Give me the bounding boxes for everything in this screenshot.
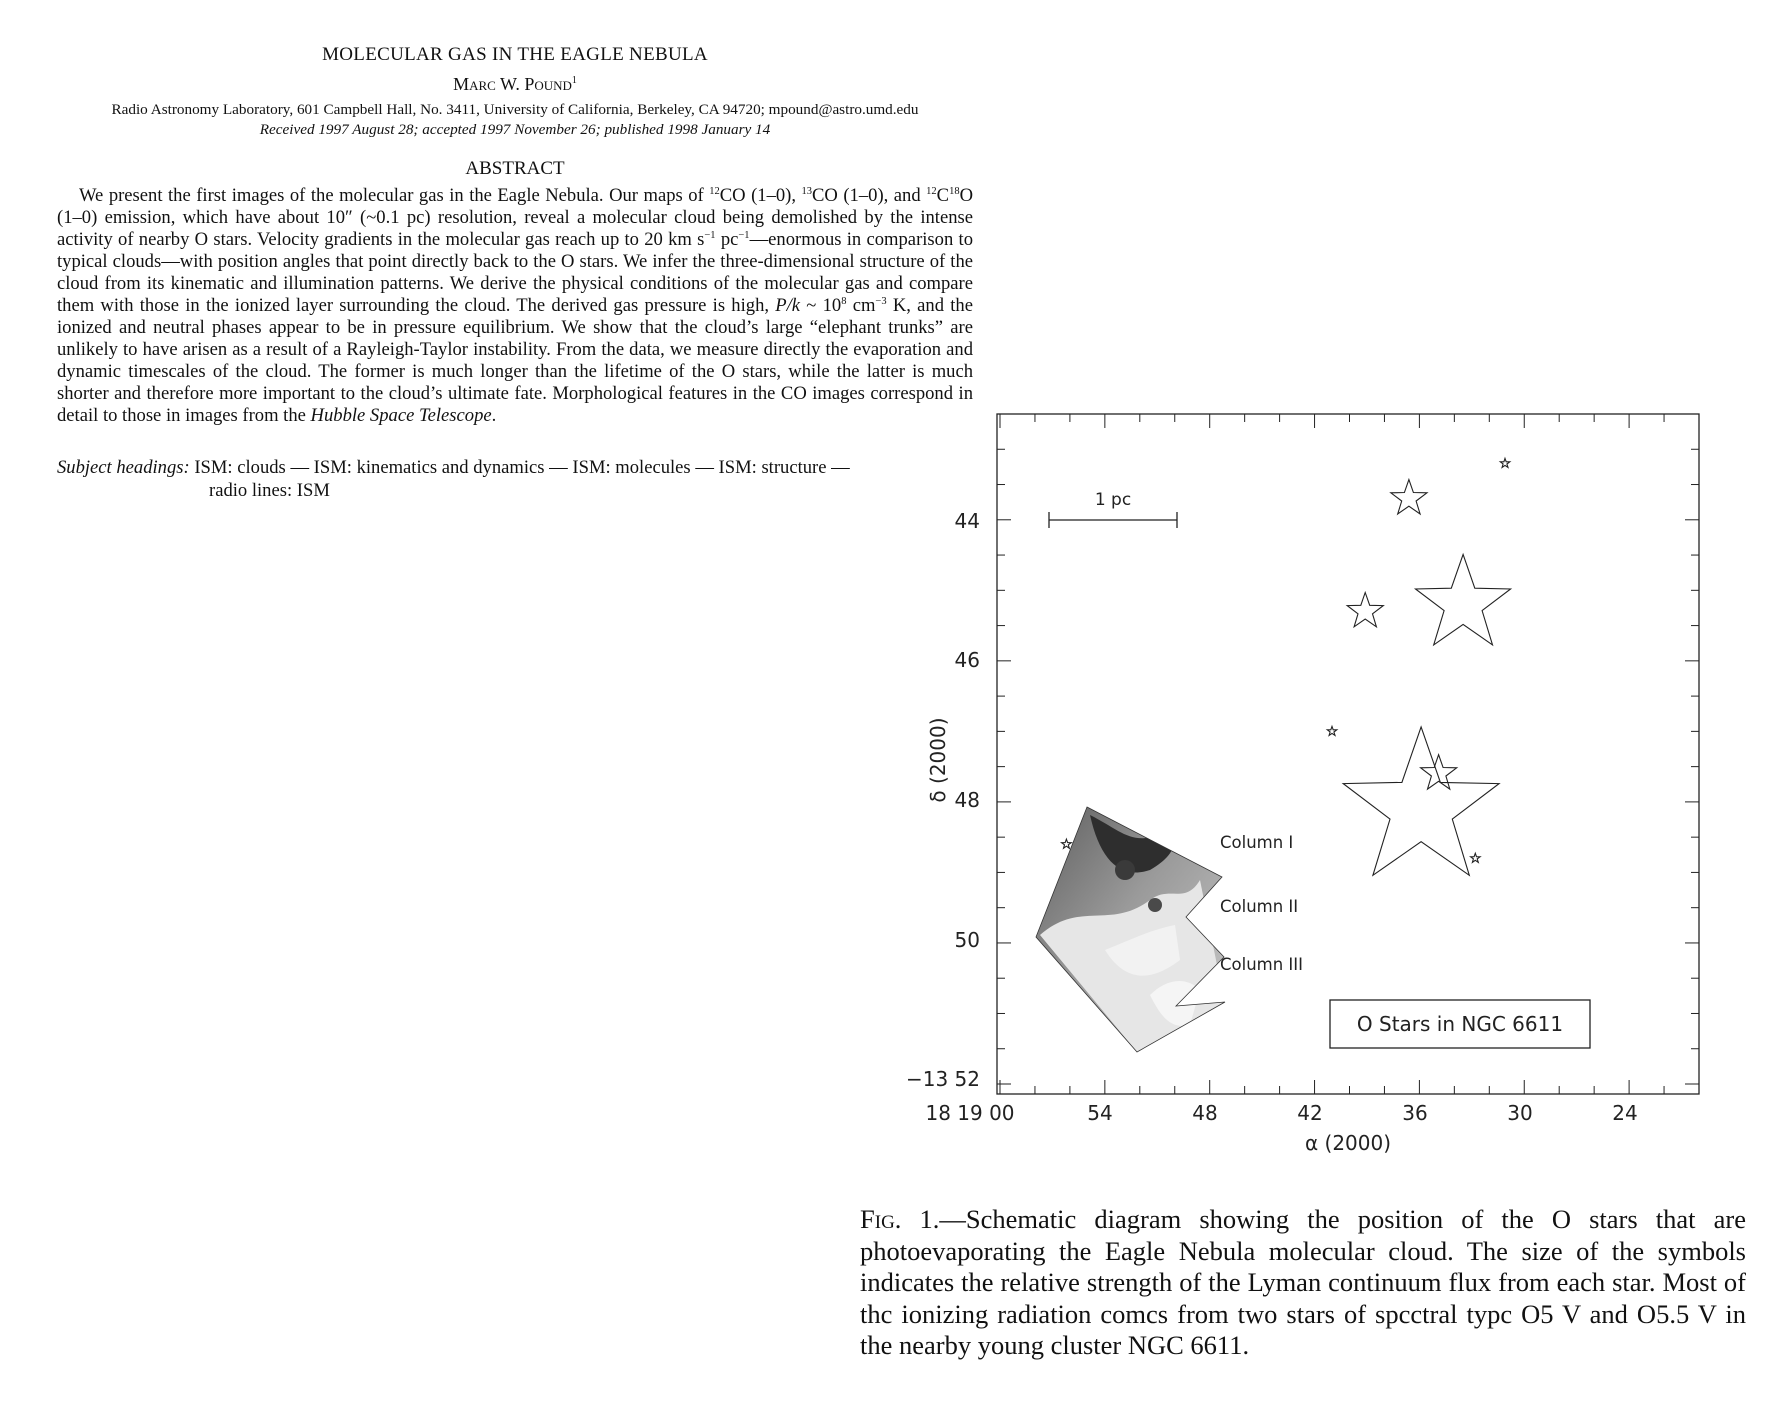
abstract-sup: 12 (926, 185, 937, 197)
o-star-tiny (1062, 839, 1072, 848)
o-star-tiny (1327, 726, 1337, 735)
author-text: Marc W. Pound (453, 74, 572, 94)
paper-title: MOLECULAR GAS IN THE EAGLE NEBULA (322, 44, 708, 65)
abstract-sup: −1 (704, 229, 716, 241)
x-tick-label: 48 (1192, 1101, 1218, 1125)
abstract-text-10: K, and the ionized and neutral phases appear to be in pressure equilibrium. We show that the cloud’s large “elephant trunks” are unlikely to have arisen as a result of a Rayleigh-Taylor instability. From the data, we measure directly the evaporation and dynamic timescales of the cloud. The former is much longer than the lifetime of the O stars, while the latter is much shorter and therefore more important to the cloud’s ultimate fate. Morphological features in the CO images correspond in detail to those in images from the (57, 295, 973, 426)
abstract-hst: Hubble Space Telescope (310, 405, 492, 426)
abstract-sup: −1 (738, 229, 750, 241)
x-tick-label: 54 (1087, 1101, 1113, 1125)
y-axis-label: δ (2000) (926, 717, 950, 803)
subject-headings-label: Subject headings: (57, 457, 190, 478)
abstract-text-2: CO (1–0), (719, 185, 802, 206)
y-tick-label: 50 (954, 928, 980, 952)
o-star-tiny (1471, 853, 1481, 862)
o-star-small (1421, 755, 1457, 789)
abstract-text-9: cm (846, 295, 876, 316)
y-tick-label: 44 (954, 509, 980, 533)
y-tick-label: −13 52 (905, 1067, 980, 1091)
legend-text: O Stars in NGC 6611 (1356, 1012, 1564, 1036)
scale-bar (1049, 512, 1177, 528)
abstract-sup: 12 (709, 185, 720, 197)
abstract-text-3: CO (1–0), and (812, 185, 927, 206)
abstract-text-7: —enormous in comparison to typical clouds—with position angles that point directly back to the O stars. We infer the three-dimensional structure of the cloud from its kinematic and illumination patterns. We derive the physical conditions of the molecular gas and compare them with those in the ionized layer surrounding the cloud. The derived gas pressure is high, (57, 229, 973, 316)
publication-dates: Received 1997 August 28; accepted 1997 November 26; published 1998 January 14 (259, 121, 771, 138)
abstract-sup: 13 (801, 185, 813, 197)
caption-text: —Schematic diagram showing the position of the O stars that are photoevaporating the Eagle Nebula molecular cloud. The size of the symbols indicates the relative strength of the Lyman continuum flux from each star. Most of thc ionizing radiation comcs from two stars of spcctral typc O5 V and O5.5 V in the nearby young cluster NGC 6611. (860, 1204, 1746, 1360)
abstract-text-4: C (936, 185, 950, 206)
abstract-text-11: . (491, 405, 497, 426)
author-footnote-mark: 1 (571, 75, 577, 86)
x-tick-label: 36 (1402, 1101, 1428, 1125)
column-iii-label: Column III (1220, 955, 1304, 974)
abstract-heading: ABSTRACT (465, 158, 565, 179)
affiliation: Radio Astronomy Laboratory, 601 Campbell Hall, No. 3411, University of California, Berkeley, CA 94720; mpound@astro.umd.edu (111, 101, 919, 118)
x-tick-label: 42 (1297, 1101, 1323, 1125)
co-image-mosaic (1030, 800, 1230, 1060)
x-tick-label: 24 (1612, 1101, 1638, 1125)
o-star-tiny (1500, 458, 1510, 467)
abstract-pk: P/k (775, 295, 801, 316)
abstract-sup: 18 (949, 185, 960, 197)
o-star-small (1347, 593, 1383, 627)
caption-label: Fig. 1. (860, 1204, 940, 1234)
subject-headings-line2: radio lines: ISM (209, 480, 330, 501)
abstract-text-6: pc (715, 229, 739, 250)
scale-bar-label: 1 pc (1094, 490, 1132, 510)
subject-headings-line1: ISM: clouds — ISM: kinematics and dynamics — ISM: molecules — ISM: structure — (189, 457, 850, 478)
abstract-sup: 8 (841, 295, 847, 307)
column-ii-label: Column II (1220, 897, 1299, 916)
abstract-text-1: We present the first images of the molecular gas in the Eagle Nebula. Our maps of (79, 185, 710, 206)
figure-caption (860, 1204, 1746, 1362)
abstract-text-5: O (1–0) emission, which have about 10″ (~0.1 pc) resolution, reveal a molecular cloud being demolished by the intense activity of nearby O stars. Velocity gradients in the molecular gas reach up to 20 km s (57, 185, 973, 250)
x-tick-label: 30 (1507, 1101, 1533, 1125)
o-star-symbols (1062, 458, 1511, 875)
column-i-label: Column I (1220, 833, 1294, 852)
x-tick-label: 18 19 00 (925, 1101, 1015, 1125)
x-axis-label: α (2000) (1304, 1131, 1392, 1155)
o-star-large (1416, 554, 1511, 645)
y-tick-label: 48 (954, 788, 980, 812)
abstract-sup: −3 (875, 295, 887, 307)
abstract-text-8: ~ 10 (800, 295, 842, 316)
y-tick-label: 46 (954, 648, 980, 672)
o-star-small (1391, 480, 1427, 514)
